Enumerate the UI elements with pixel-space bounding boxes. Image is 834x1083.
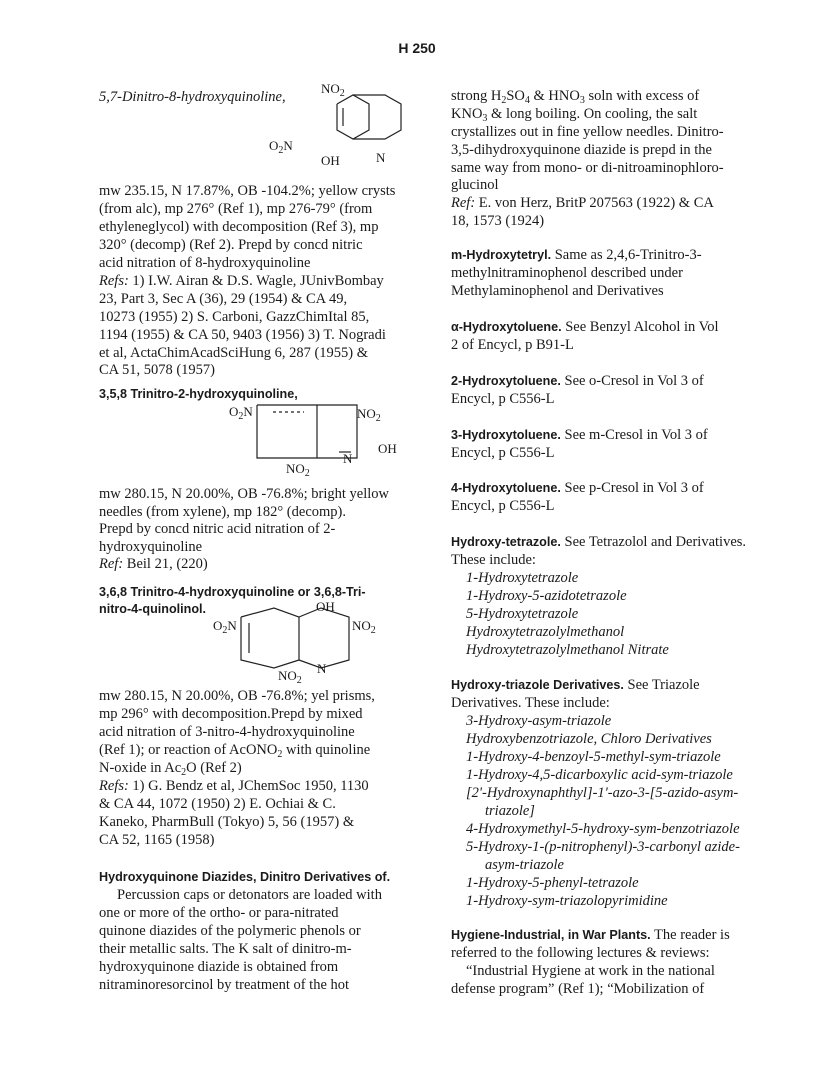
entry-text: acid nitration of 8-hydroxyquinoline	[99, 255, 311, 271]
list-item: 1-Hydroxytetrazole	[466, 570, 579, 586]
references: Ref: E. von Herz, BritP 207563 (1922) & CA	[451, 195, 714, 211]
list-item: 4-Hydroxymethyl-5-hydroxy-sym-benzotriazole	[466, 821, 740, 837]
entry-text: hydroxyquinoline	[99, 539, 203, 555]
list-item: 1-Hydroxy-4,5-dicarboxylic acid-sym-triazole	[466, 767, 733, 783]
references: Refs: 1) G. Bendz et al, JChemSoc 1950, 1130	[99, 778, 369, 794]
nitrogen-label: N	[343, 451, 353, 466]
entry-text: CA 51, 5078 (1957)	[99, 362, 215, 378]
structure-trinitro-4-hydroxyquinoline	[99, 0, 100, 1]
entry-text: Kaneko, PharmBull (Tokyo) 5, 56 (1957) &	[99, 814, 355, 830]
entry-text: Percussion caps or detonators are loaded with	[117, 887, 382, 903]
entry-text: Derivatives. These include:	[451, 695, 610, 711]
entry-text: 18, 1573 (1924)	[451, 213, 545, 229]
entry-heading: nitro-4-quinolinol.	[99, 602, 207, 616]
entry-text: 320° (decomp) (Ref 2). Prepd by concd nitric	[99, 237, 363, 253]
entry-text: hydroxyquinone diazide is obtained from	[99, 959, 339, 975]
entry-text: referred to the following lectures & reviews:	[451, 945, 710, 961]
entry-text: mw 280.15, N 20.00%, OB -76.8%; yel prisms,	[99, 688, 375, 704]
entry-text: 10273 (1955) 2) S. Carboni, GazzChimItal 85,	[99, 309, 370, 325]
entry-text: 4-Hydroxytoluene. See p-Cresol in Vol 3 of	[451, 480, 704, 496]
list-item: 1-Hydroxy-5-phenyl-tetrazole	[466, 875, 639, 891]
list-item: [2'-Hydroxynaphthyl]-1'-azo-3-[5-azido-asym-	[466, 785, 739, 801]
entry-text: mw 280.15, N 20.00%, OB -76.8%; bright yellow	[99, 486, 389, 502]
entry-text: Encycl, p C556-L	[451, 445, 555, 461]
entry-text: Hydroxy-triazole Derivatives. See Triazole	[451, 677, 700, 693]
references: Refs: 1) I.W. Airan & D.S. Wagle, JUnivBombay	[99, 273, 384, 289]
nitro-group-label: $O_2N$	[213, 618, 237, 636]
hydroxyl-label: OH	[321, 153, 340, 168]
entry-text: crystallizes out in fine yellow needles. Dinitro-	[451, 124, 724, 140]
entry-text: “Industrial Hygiene at work in the national	[466, 963, 715, 979]
entry-text: acid nitration of 3-nitro-4-hydroxyquinoline	[99, 724, 355, 740]
entry-text: Hygiene-Industrial, in War Plants. The reader is	[451, 927, 730, 943]
entry-text: methylnitraminophenol described under	[451, 265, 683, 281]
entry-text: N-oxide in $Ac_2O$ (Ref 2)	[99, 760, 242, 778]
entry-text: (from alc), mp 276° (Ref 1), mp 276-79° (from	[99, 201, 373, 217]
list-item: triazole]	[485, 803, 535, 819]
nitro-group-label: $NO_2$	[357, 406, 381, 424]
entry-text: et al, ActaChimAcadSciHung 6, 287 (1955) &	[99, 345, 369, 361]
nitrogen-label: N	[376, 150, 386, 165]
entry-text: & CA 44, 1072 (1950) 2) E. Ochiai & C.	[99, 796, 336, 812]
entry-title: 5,7-Dinitro-8-hydroxyquinoline,	[99, 89, 286, 105]
entry-text: 2-Hydroxytoluene. See o-Cresol in Vol 3 of	[451, 373, 704, 389]
entry-text: glucinol	[451, 177, 499, 193]
entry-text: $KNO_3$ & long boiling. On cooling, the salt	[451, 106, 698, 124]
entry-text: defense program” (Ref 1); “Mobilization of	[451, 981, 705, 997]
entry-text: quinone diazides of the polymeric phenols or	[99, 923, 361, 939]
page-number: H 250	[398, 40, 436, 56]
entry-text: (Ref 1); or reaction of AcONO$_2$ with quinoline	[99, 742, 371, 760]
list-item: 1-Hydroxy-4-benzoyl-5-methyl-sym-triazole	[466, 749, 721, 765]
entry-text: ethyleneglycol) with decomposition (Ref 3), mp	[99, 219, 379, 235]
list-item: Hydroxytetrazolylmethanol	[466, 624, 625, 640]
entry-text: 23, Part 3, Sec A (36), 29 (1954) & CA 49,	[99, 291, 348, 307]
entry-heading: Hydroxyquinone Diazides, Dinitro Derivatives of.	[99, 870, 391, 884]
entry-heading: 3,5,8 Trinitro-2-hydroxyquinoline,	[99, 387, 298, 401]
entry-text: m-Hydroxytetryl. Same as 2,4,6-Trinitro-3-	[451, 247, 702, 263]
entry-heading: 3,6,8 Trinitro-4-hydroxyquinoline or 3,6,8-Tri-	[99, 585, 366, 599]
entry-text: Hydroxy-tetrazole. See Tetrazolol and Derivatives.	[451, 534, 747, 550]
list-item: 1-Hydroxy-sym-triazolopyrimidine	[466, 893, 668, 909]
entry-text: 1194 (1955) & CA 50, 9403 (1956) 3) T. Nogradi	[99, 327, 386, 343]
entry-text: Methylaminophenol and Derivatives	[451, 283, 664, 299]
entry-text: CA 52, 1165 (1958)	[99, 832, 215, 848]
nitro-group-label: $O_2N$	[229, 404, 253, 422]
entry-text: 3-Hydroxytoluene. See m-Cresol in Vol 3 of	[451, 427, 708, 443]
list-item: 5-Hydroxytetrazole	[466, 606, 579, 622]
list-item: 3-Hydroxy-asym-triazole	[466, 713, 612, 729]
list-item: 1-Hydroxy-5-azidotetrazole	[466, 588, 627, 604]
entry-text: Encycl, p C556-L	[451, 498, 555, 514]
list-item: 5-Hydroxy-1-(p-nitrophenyl)-3-carbonyl azide-	[466, 839, 740, 855]
entry-text: 2 of Encycl, p B91-L	[451, 337, 574, 353]
entry-text: mp 296° with decomposition.Prepd by mixed	[99, 706, 363, 722]
entry-text: α-Hydroxytoluene. See Benzyl Alcohol in Vol	[451, 319, 719, 335]
list-item: Hydroxytetrazolylmethanol Nitrate	[466, 642, 669, 658]
hydroxyl-label: OH	[316, 599, 335, 614]
entry-text: These include:	[451, 552, 536, 568]
entry-text: strong $H_2SO_4$ & $HNO_3$ soln with excess of	[451, 88, 700, 106]
entry-text: mw 235.15, N 17.87%, OB -104.2%; yellow crysts	[99, 183, 396, 199]
entry-text: needles (from xylene), mp 182° (decomp).	[99, 504, 346, 520]
entry-text: same way from mono- or di-nitroaminophloro-	[451, 160, 724, 176]
hydroxyl-label: OH	[378, 441, 397, 456]
nitro-group-label: $O_2N$	[269, 138, 293, 156]
nitro-group-label: $NO_2$	[286, 461, 310, 479]
entry-text: their metallic salts. The K salt of dinitro-m-	[99, 941, 352, 957]
nitro-group-label: $NO_2$	[352, 618, 376, 636]
entry-text: one or more of the ortho- or para-nitrated	[99, 905, 339, 921]
references: Ref: Beil 21, (220)	[99, 556, 208, 572]
nitro-group-label: $NO_2$	[321, 81, 345, 99]
entry-text: 3,5-dihydroxyquinone diazide is prepd in the	[451, 142, 712, 158]
entry-text: Prepd by concd nitric acid nitration of 2-	[99, 521, 336, 537]
list-item: Hydroxybenzotriazole, Chloro Derivatives	[466, 731, 712, 747]
nitrogen-label: N	[317, 661, 327, 676]
list-item: asym-triazole	[485, 857, 564, 873]
entry-text: Encycl, p C556-L	[451, 391, 555, 407]
entry-text: nitraminoresorcinol by treatment of the hot	[99, 977, 350, 993]
nitro-group-label: $NO_2$	[278, 668, 302, 686]
